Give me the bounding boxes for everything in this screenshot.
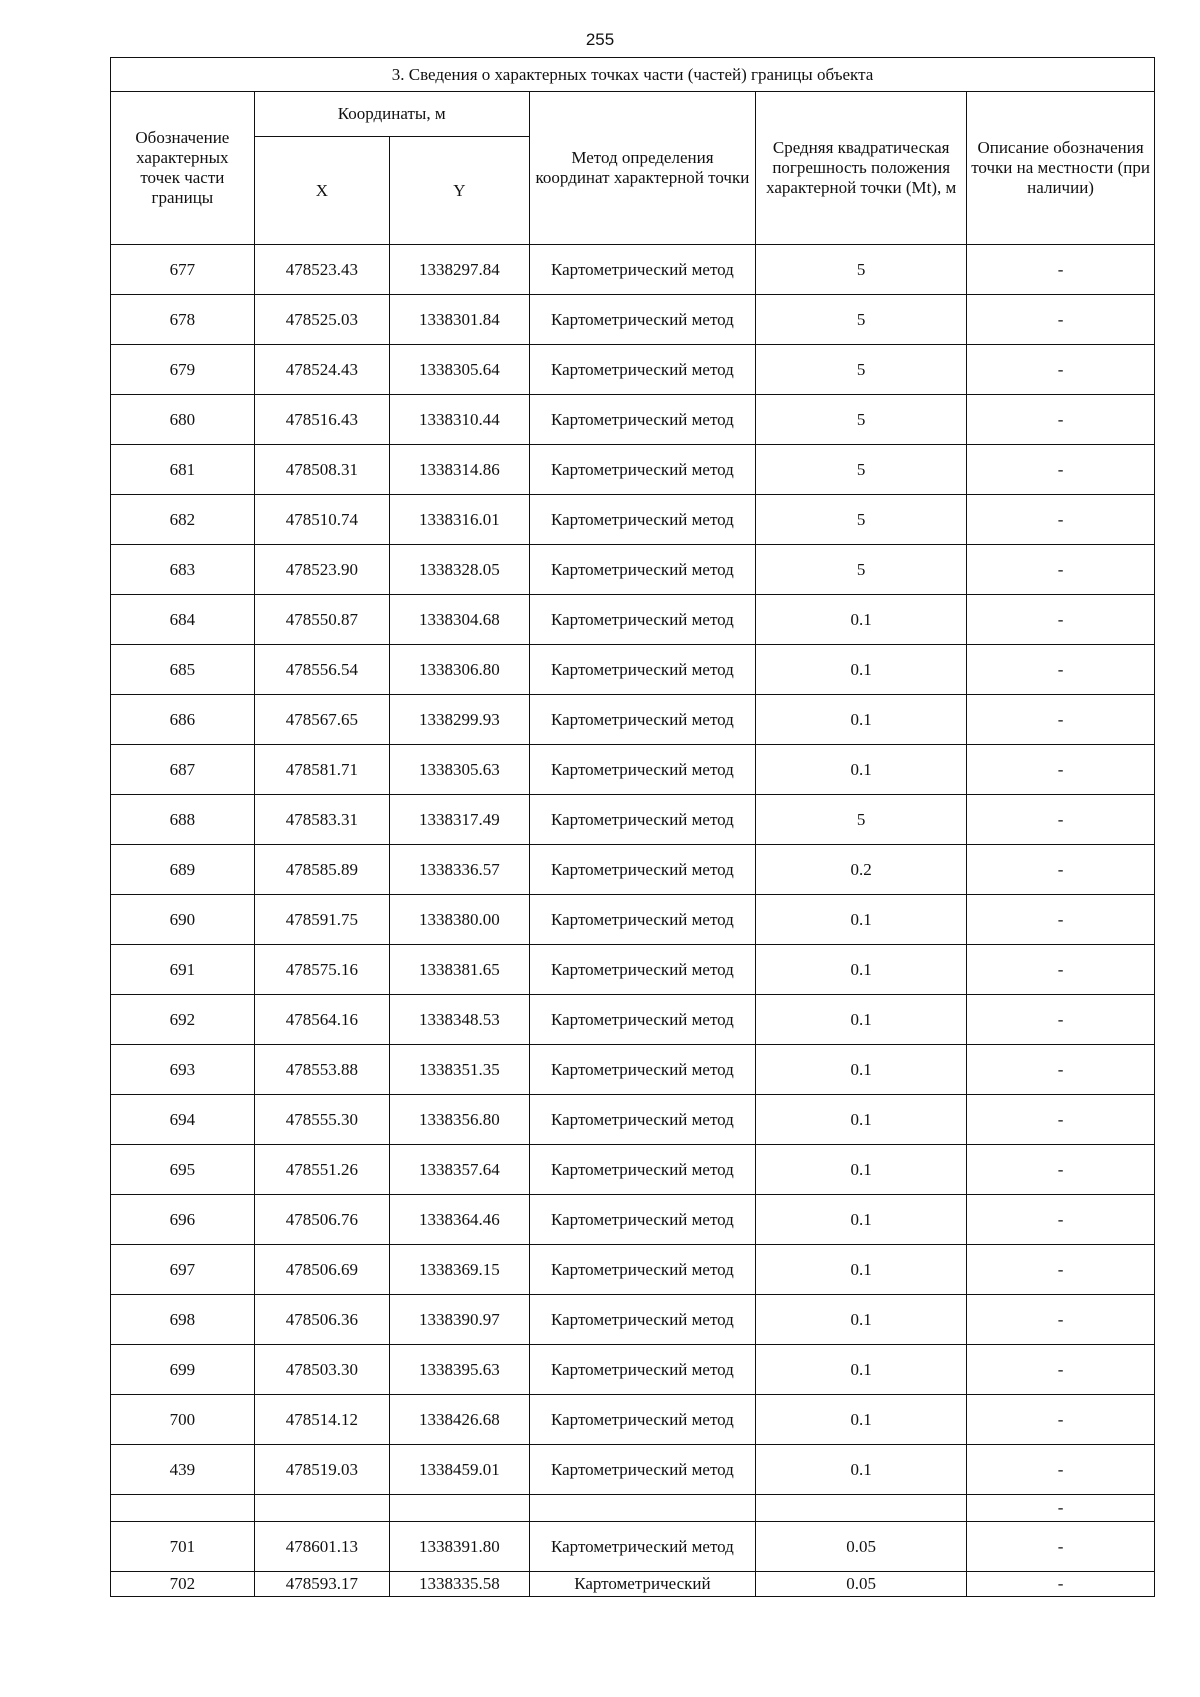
- table-row: [111, 395, 1155, 445]
- point-number: 684: [111, 595, 255, 645]
- header-method: Метод определения координат характерной точки: [529, 92, 756, 245]
- coord-x: [254, 1495, 389, 1522]
- coord-y: 1338301.84: [390, 295, 530, 345]
- table-row: [111, 1522, 1155, 1572]
- coord-x: 478556.54: [254, 645, 389, 695]
- description: -: [967, 645, 1155, 695]
- coord-y: 1338351.35: [390, 1045, 530, 1095]
- error-mt: 5: [756, 545, 967, 595]
- table-row: [111, 1345, 1155, 1395]
- point-number: 697: [111, 1245, 255, 1295]
- method: Картометрический метод: [529, 995, 756, 1045]
- table-title: 3. Сведения о характерных точках части (частей) границы объекта: [111, 58, 1155, 92]
- method: Картометрический метод: [529, 395, 756, 445]
- coord-y: 1338391.80: [390, 1522, 530, 1572]
- method: Картометрический метод: [529, 445, 756, 495]
- coord-x: 478508.31: [254, 445, 389, 495]
- description: -: [967, 1572, 1155, 1597]
- table-row-separator: [111, 1495, 1155, 1522]
- table-row: [111, 345, 1155, 395]
- error-mt: 0.1: [756, 1045, 967, 1095]
- description: -: [967, 1045, 1155, 1095]
- header-x: X: [254, 137, 389, 245]
- coord-x: 478519.03: [254, 1445, 389, 1495]
- point-number: 687: [111, 745, 255, 795]
- description: -: [967, 1245, 1155, 1295]
- description: -: [967, 845, 1155, 895]
- coord-x: 478553.88: [254, 1045, 389, 1095]
- coord-y: 1338299.93: [390, 695, 530, 745]
- coord-x: 478550.87: [254, 595, 389, 645]
- method: Картометрический метод: [529, 1245, 756, 1295]
- error-mt: 0.1: [756, 1395, 967, 1445]
- method: Картометрический метод: [529, 695, 756, 745]
- method: Картометрический: [529, 1572, 756, 1597]
- point-number: 686: [111, 695, 255, 745]
- table-row: [111, 745, 1155, 795]
- error-mt: 0.05: [756, 1572, 967, 1597]
- boundary-points-table: [110, 57, 1155, 1597]
- point-number: 701: [111, 1522, 255, 1572]
- coord-y: 1338426.68: [390, 1395, 530, 1445]
- coord-x: 478514.12: [254, 1395, 389, 1445]
- error-mt: 0.1: [756, 1295, 967, 1345]
- description: -: [967, 1145, 1155, 1195]
- coord-x: 478506.76: [254, 1195, 389, 1245]
- coord-x: 478593.17: [254, 1572, 389, 1597]
- error-mt: 0.1: [756, 645, 967, 695]
- point-number: 685: [111, 645, 255, 695]
- coord-y: 1338381.65: [390, 945, 530, 995]
- point-number: 702: [111, 1572, 255, 1597]
- coord-x: 478525.03: [254, 295, 389, 345]
- point-number: 689: [111, 845, 255, 895]
- point-number: 693: [111, 1045, 255, 1095]
- coord-x: 478567.65: [254, 695, 389, 745]
- point-number: 699: [111, 1345, 255, 1395]
- error-mt: 5: [756, 445, 967, 495]
- error-mt: 5: [756, 295, 967, 345]
- coord-y: 1338317.49: [390, 795, 530, 845]
- description: -: [967, 1495, 1155, 1522]
- table-row: [111, 245, 1155, 295]
- coord-y: 1338357.64: [390, 1145, 530, 1195]
- method: Картометрический метод: [529, 1345, 756, 1395]
- coord-x: 478503.30: [254, 1345, 389, 1395]
- table-row: [111, 645, 1155, 695]
- error-mt: 0.1: [756, 1445, 967, 1495]
- description: -: [967, 245, 1155, 295]
- point-number: 696: [111, 1195, 255, 1245]
- coord-y: 1338459.01: [390, 1445, 530, 1495]
- error-mt: 0.1: [756, 695, 967, 745]
- method: Картометрический метод: [529, 495, 756, 545]
- point-number: 680: [111, 395, 255, 445]
- method: Картометрический метод: [529, 1095, 756, 1145]
- point-number: 688: [111, 795, 255, 845]
- table-row: [111, 1145, 1155, 1195]
- description: -: [967, 445, 1155, 495]
- description: -: [967, 995, 1155, 1045]
- header-designation: Обозначение характерных точек части границы: [111, 92, 255, 245]
- coord-y: 1338395.63: [390, 1345, 530, 1395]
- header-error: Средняя квадратическая погрешность положения характерной точки (Mt), м: [756, 92, 967, 245]
- error-mt: 5: [756, 345, 967, 395]
- method: Картометрический метод: [529, 245, 756, 295]
- point-number: 439: [111, 1445, 255, 1495]
- error-mt: 0.1: [756, 1345, 967, 1395]
- header-coordinates: Координаты, м: [254, 92, 529, 137]
- point-number: 678: [111, 295, 255, 345]
- coord-x: 478523.43: [254, 245, 389, 295]
- error-mt: 0.1: [756, 895, 967, 945]
- method: Картометрический метод: [529, 595, 756, 645]
- coord-y: 1338335.58: [390, 1572, 530, 1597]
- method: Картометрический метод: [529, 1445, 756, 1495]
- table-row: [111, 995, 1155, 1045]
- table-row: [111, 1445, 1155, 1495]
- coord-x: 478510.74: [254, 495, 389, 545]
- coord-x: 478506.69: [254, 1245, 389, 1295]
- error-mt: 0.1: [756, 1195, 967, 1245]
- coord-y: 1338305.63: [390, 745, 530, 795]
- coord-x: 478555.30: [254, 1095, 389, 1145]
- error-mt: 5: [756, 795, 967, 845]
- description: -: [967, 945, 1155, 995]
- coord-y: 1338310.44: [390, 395, 530, 445]
- method: Картометрический метод: [529, 295, 756, 345]
- coord-x: 478506.36: [254, 1295, 389, 1345]
- coord-x: 478585.89: [254, 845, 389, 895]
- coord-y: 1338380.00: [390, 895, 530, 945]
- method: Картометрический метод: [529, 645, 756, 695]
- description: -: [967, 1395, 1155, 1445]
- error-mt: 0.1: [756, 1145, 967, 1195]
- error-mt: 0.05: [756, 1522, 967, 1572]
- point-number: 692: [111, 995, 255, 1045]
- point-number: 677: [111, 245, 255, 295]
- description: -: [967, 395, 1155, 445]
- error-mt: 0.1: [756, 945, 967, 995]
- description: -: [967, 345, 1155, 395]
- coord-x: 478601.13: [254, 1522, 389, 1572]
- method: Картометрический метод: [529, 1145, 756, 1195]
- point-number: 691: [111, 945, 255, 995]
- description: -: [967, 895, 1155, 945]
- point-number: 694: [111, 1095, 255, 1145]
- error-mt: 0.1: [756, 995, 967, 1045]
- method: [529, 1495, 756, 1522]
- description: -: [967, 1445, 1155, 1495]
- method: Картометрический метод: [529, 845, 756, 895]
- coord-y: 1338304.68: [390, 595, 530, 645]
- method: Картометрический метод: [529, 945, 756, 995]
- coord-x: 478524.43: [254, 345, 389, 395]
- coord-x: 478575.16: [254, 945, 389, 995]
- point-number: 690: [111, 895, 255, 945]
- point-number: 679: [111, 345, 255, 395]
- table-row: [111, 595, 1155, 645]
- method: Картометрический метод: [529, 1395, 756, 1445]
- table-row: [111, 1295, 1155, 1345]
- table-row: [111, 495, 1155, 545]
- description: -: [967, 595, 1155, 645]
- error-mt: 0.2: [756, 845, 967, 895]
- table-row: [111, 845, 1155, 895]
- error-mt: 5: [756, 495, 967, 545]
- error-mt: 0.1: [756, 1245, 967, 1295]
- point-number: 700: [111, 1395, 255, 1445]
- coord-y: 1338316.01: [390, 495, 530, 545]
- coord-x: 478523.90: [254, 545, 389, 595]
- table-row: [111, 445, 1155, 495]
- coord-y: 1338364.46: [390, 1195, 530, 1245]
- coord-x: 478583.31: [254, 795, 389, 845]
- description: -: [967, 745, 1155, 795]
- method: Картометрический метод: [529, 1195, 756, 1245]
- method: Картометрический метод: [529, 1045, 756, 1095]
- table-row: [111, 945, 1155, 995]
- method: Картометрический метод: [529, 545, 756, 595]
- coord-x: 478581.71: [254, 745, 389, 795]
- error-mt: 5: [756, 245, 967, 295]
- table-row: [111, 1395, 1155, 1445]
- description: -: [967, 495, 1155, 545]
- method: Картометрический метод: [529, 1522, 756, 1572]
- table-row: [111, 895, 1155, 945]
- error-mt: [756, 1495, 967, 1522]
- table-row: [111, 1095, 1155, 1145]
- coord-y: 1338328.05: [390, 545, 530, 595]
- method: Картометрический метод: [529, 895, 756, 945]
- method: Картометрический метод: [529, 795, 756, 845]
- coord-y: 1338356.80: [390, 1095, 530, 1145]
- description: -: [967, 545, 1155, 595]
- description: -: [967, 795, 1155, 845]
- coord-y: 1338336.57: [390, 845, 530, 895]
- error-mt: 0.1: [756, 595, 967, 645]
- coord-y: 1338348.53: [390, 995, 530, 1045]
- description: -: [967, 1295, 1155, 1345]
- coord-x: 478551.26: [254, 1145, 389, 1195]
- point-number: 695: [111, 1145, 255, 1195]
- description: -: [967, 1522, 1155, 1572]
- header-y: Y: [390, 137, 530, 245]
- table-row: [111, 1045, 1155, 1095]
- table-body: [111, 245, 1155, 1597]
- description: -: [967, 1095, 1155, 1145]
- description: -: [967, 1345, 1155, 1395]
- coord-y: 1338305.64: [390, 345, 530, 395]
- point-number: 681: [111, 445, 255, 495]
- table-row: [111, 695, 1155, 745]
- table-row: [111, 545, 1155, 595]
- table-row: [111, 295, 1155, 345]
- error-mt: 0.1: [756, 1095, 967, 1145]
- point-number: 698: [111, 1295, 255, 1345]
- table-row: [111, 1195, 1155, 1245]
- coord-x: 478516.43: [254, 395, 389, 445]
- error-mt: 0.1: [756, 745, 967, 795]
- description: -: [967, 695, 1155, 745]
- method: Картометрический метод: [529, 745, 756, 795]
- error-mt: 5: [756, 395, 967, 445]
- coord-y: 1338297.84: [390, 245, 530, 295]
- description: -: [967, 1195, 1155, 1245]
- description: -: [967, 295, 1155, 345]
- table-row: [111, 1572, 1155, 1597]
- coord-y: 1338390.97: [390, 1295, 530, 1345]
- method: Картометрический метод: [529, 345, 756, 395]
- coord-x: 478564.16: [254, 995, 389, 1045]
- method: Картометрический метод: [529, 1295, 756, 1345]
- coord-x: 478591.75: [254, 895, 389, 945]
- coord-y: 1338306.80: [390, 645, 530, 695]
- header-description: Описание обозначения точки на местности (при наличии): [967, 92, 1155, 245]
- table-row: [111, 1245, 1155, 1295]
- table-row: [111, 795, 1155, 845]
- coord-y: 1338369.15: [390, 1245, 530, 1295]
- coord-y: [390, 1495, 530, 1522]
- point-number: [111, 1495, 255, 1522]
- point-number: 683: [111, 545, 255, 595]
- page-number: 255: [585, 30, 615, 49]
- coord-y: 1338314.86: [390, 445, 530, 495]
- point-number: 682: [111, 495, 255, 545]
